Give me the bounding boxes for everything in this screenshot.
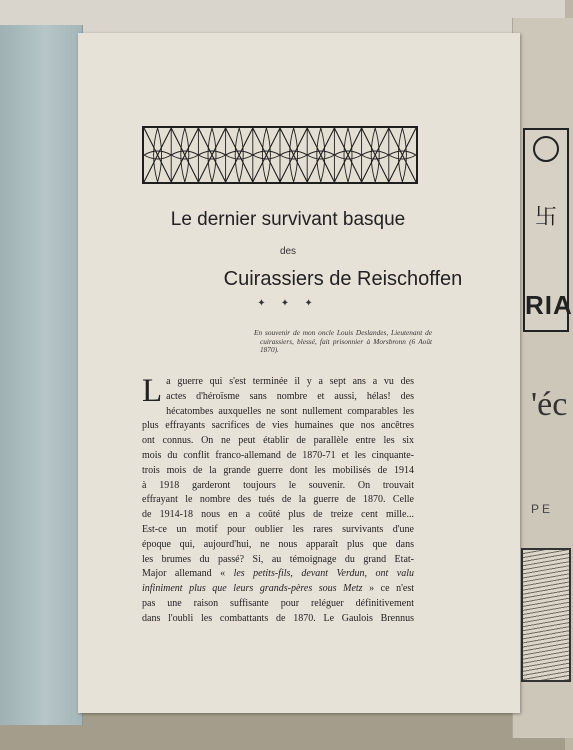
body-line: les brumes du passé? Si, au témoignage du grand Etat- xyxy=(142,553,414,565)
ornamental-band xyxy=(142,126,418,184)
body-line: hécatombes auxquelles ne sont nullement comparables les xyxy=(166,405,414,417)
body-line: plus effrayants sacrifices de vies humaines que nos ancêtres xyxy=(142,420,414,432)
body-line: Major allemand « les petits-fils, devant Verdun, ont valu xyxy=(142,568,414,580)
fleuron-divider: ✦ ✦ ✦ xyxy=(257,298,319,309)
magazine-heading-fragment: 'éc xyxy=(531,386,568,423)
body-line: mois du conflit franco-allemand de 1870-71 et les cinquante- xyxy=(142,449,414,461)
body-line: actes d'héroïsme sans nombre et aussi, hélas! des xyxy=(166,390,414,402)
table-surface xyxy=(0,712,565,750)
epigraph: En souvenir de mon oncle Louis Deslandes, Lieutenant de cuirassiers, blessé, fait prisonnier à Morsbronn (6 Août 1870). xyxy=(254,328,432,355)
lauburu-icon: 卐 xyxy=(535,205,558,230)
title-connector: des xyxy=(279,246,297,257)
title-line-2: Cuirassiers de Reischoffen xyxy=(223,268,463,290)
body-line: infiniment plus que leurs grands-pères sous Metz » ce n'est xyxy=(142,583,414,595)
body-text xyxy=(142,375,414,627)
body-line: dans l'oubli les combattants de 1870. Le Gaulois Brennus xyxy=(142,612,414,624)
body-line: Est-ce un motif pour oublier les rares survivants d'une xyxy=(142,523,414,535)
magazine-illustration xyxy=(521,548,571,682)
body-line: époque qui, aujourd'hui, ne nous apparaît plus que dans xyxy=(142,538,414,550)
body-line: à 1918 garderont toujours le souvenir. On trouvait xyxy=(142,479,414,491)
body-line: ont connus. On ne peut établir de parallèle entre les six xyxy=(142,435,414,447)
blue-cover xyxy=(0,25,83,725)
title-line-1: Le dernier survivant basque xyxy=(170,209,406,230)
body-line: de 1914-18 nous en a coûté plus de treize cent mille... xyxy=(142,509,414,521)
body-line: trois mois de la grande guerre dont les mobilisés de 1914 xyxy=(142,464,414,476)
magazine-small-text: PE xyxy=(531,502,554,516)
body-line: effrayant le nombre des tués de la guerre de 1870. Celle xyxy=(142,494,414,506)
document-page xyxy=(78,33,520,713)
wheel-emblem-icon xyxy=(533,136,559,162)
body-line: a guerre qui s'est terminée il y a sept ans a vu des xyxy=(166,376,414,387)
background-magazine xyxy=(512,18,573,738)
drop-cap: L xyxy=(142,373,163,409)
quote-italic-2: infiniment plus que leurs grands-pères sous Metz xyxy=(142,583,363,595)
quote-italic-1: les petits-fils, devant Verdun, ont valu xyxy=(233,568,414,580)
magazine-title-fragment: RIA xyxy=(525,290,573,320)
body-line: pas une raison suffisante pour reléguer définitivement xyxy=(142,597,414,609)
ornament-pattern-icon xyxy=(144,128,416,182)
